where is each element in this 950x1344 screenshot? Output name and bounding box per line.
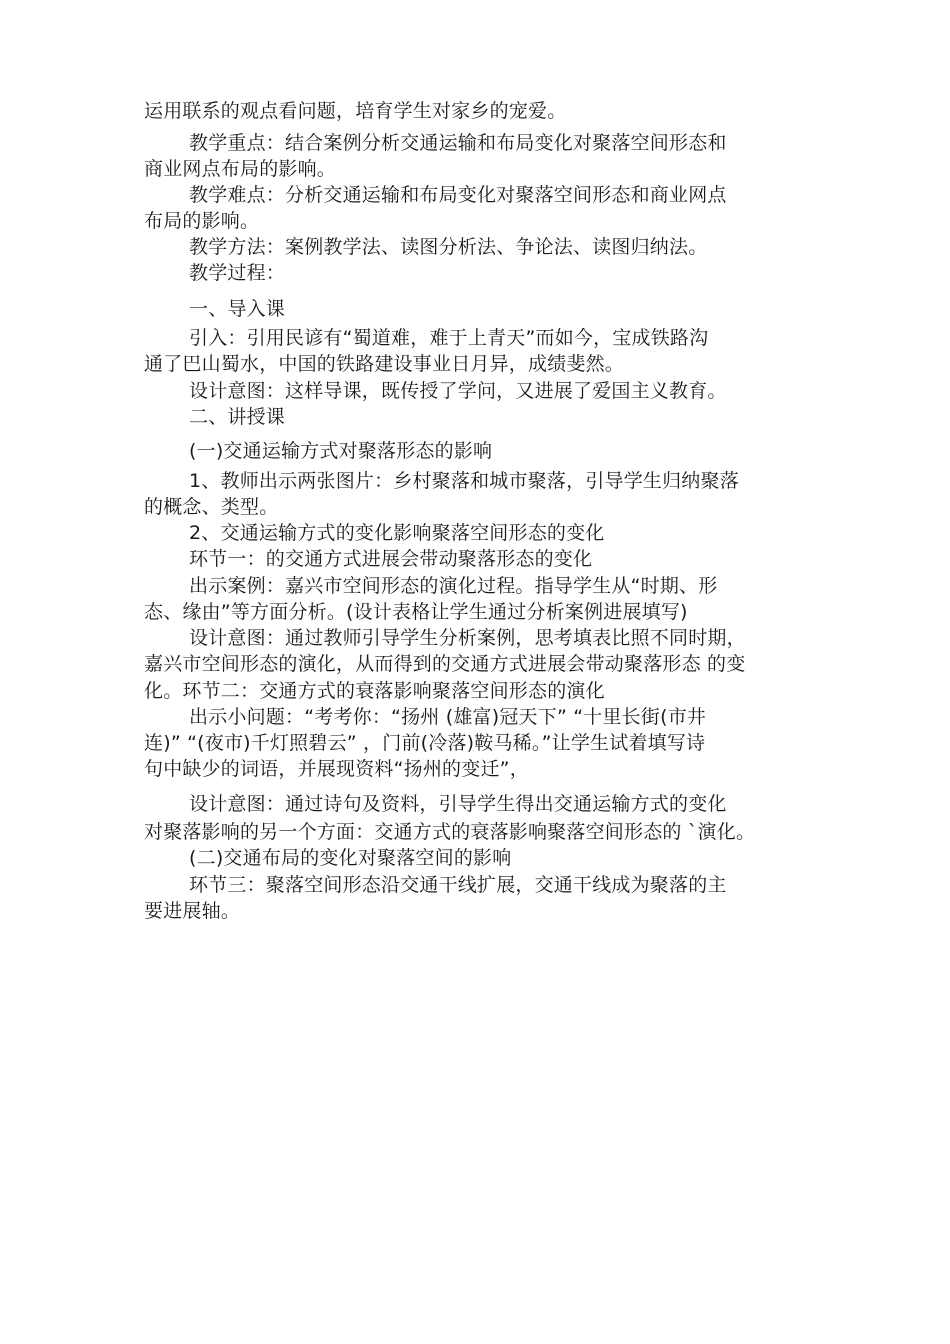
text-line: 教学重点：结合案例分析交通运输和布局变化对聚落空间形态和 — [189, 132, 727, 154]
text-line: 通了巴山蜀水，中国的铁路建设事业日月异，成绩斐然。 — [144, 353, 625, 375]
text-line: 运用联系的观点看问题，培育学生对家乡的宠爱。 — [144, 100, 567, 122]
text-line: 引入：引用民谚有“蜀道难，难于上青天”而如今，宝成铁路沟 — [189, 327, 709, 349]
text-line: 要进展轴。 — [144, 900, 241, 922]
text-line: 出示小问题：“考考你：“扬州 (雄富)冠天下” “十里长街(市井 — [189, 706, 707, 728]
text-line: 环节一：的交通方式进展会带动聚落形态的变化 — [189, 548, 593, 570]
text-line: 化。环节二：交通方式的衰落影响聚落空间形态的演化 — [144, 680, 605, 702]
text-line: 对聚落影响的另一个方面：交通方式的衰落影响聚落空间形态的 `演化。 — [144, 821, 756, 843]
text-line: 环节三：聚落空间形态沿交通干线扩展，交通干线成为聚落的主 — [189, 874, 727, 896]
text-line: 布局的影响。 — [144, 210, 260, 232]
text-line: 一、导入课 — [189, 298, 286, 320]
text-line: 设计意图：这样导课，既传授了学问，又进展了爱国主义教育。 — [189, 380, 727, 402]
text-line: 设计意图：通过教师引导学生分析案例，思考填表比照不同时期， — [189, 627, 746, 649]
text-line: 态、缘由”等方面分析。(设计表格让学生通过分析案例进展填写) — [144, 601, 688, 623]
text-line: 二、讲授课 — [189, 406, 286, 428]
text-line: 商业网点布局的影响。 — [144, 158, 337, 180]
text-line: 的概念、类型。 — [144, 496, 279, 518]
text-line: 句中缺少的词语，并展现资料“扬州的变迁”， — [144, 758, 529, 780]
text-line: (二)交通布局的变化对聚落空间的影响 — [189, 847, 512, 869]
text-line: 教学过程： — [189, 262, 286, 284]
text-line: 1、教师出示两张图片：乡村聚落和城市聚落，引导学生归纳聚落 — [189, 470, 739, 492]
text-line: 2、交通运输方式的变化影响聚落空间形态的变化 — [189, 522, 605, 544]
text-line: (一)交通运输方式对聚落形态的影响 — [189, 440, 493, 462]
text-line: 连)” “(夜市)千灯照碧云” ，门前(冷落)鞍马稀。”让学生试着填写诗 — [144, 732, 706, 754]
text-line: 设计意图：通过诗句及资料，引导学生得出交通运输方式的变化 — [189, 793, 727, 815]
text-line: 出示案例：嘉兴市空间形态的演化过程。指导学生从“时期、形 — [189, 575, 718, 597]
text-line: 嘉兴市空间形态的演化，从而得到的交通方式进展会带动聚落形态 的变 — [144, 653, 746, 675]
text-line: 教学方法：案例教学法、读图分析法、争论法、读图归纳法。 — [189, 236, 708, 258]
text-line: 教学难点：分析交通运输和布局变化对聚落空间形态和商业网点 — [189, 184, 727, 206]
